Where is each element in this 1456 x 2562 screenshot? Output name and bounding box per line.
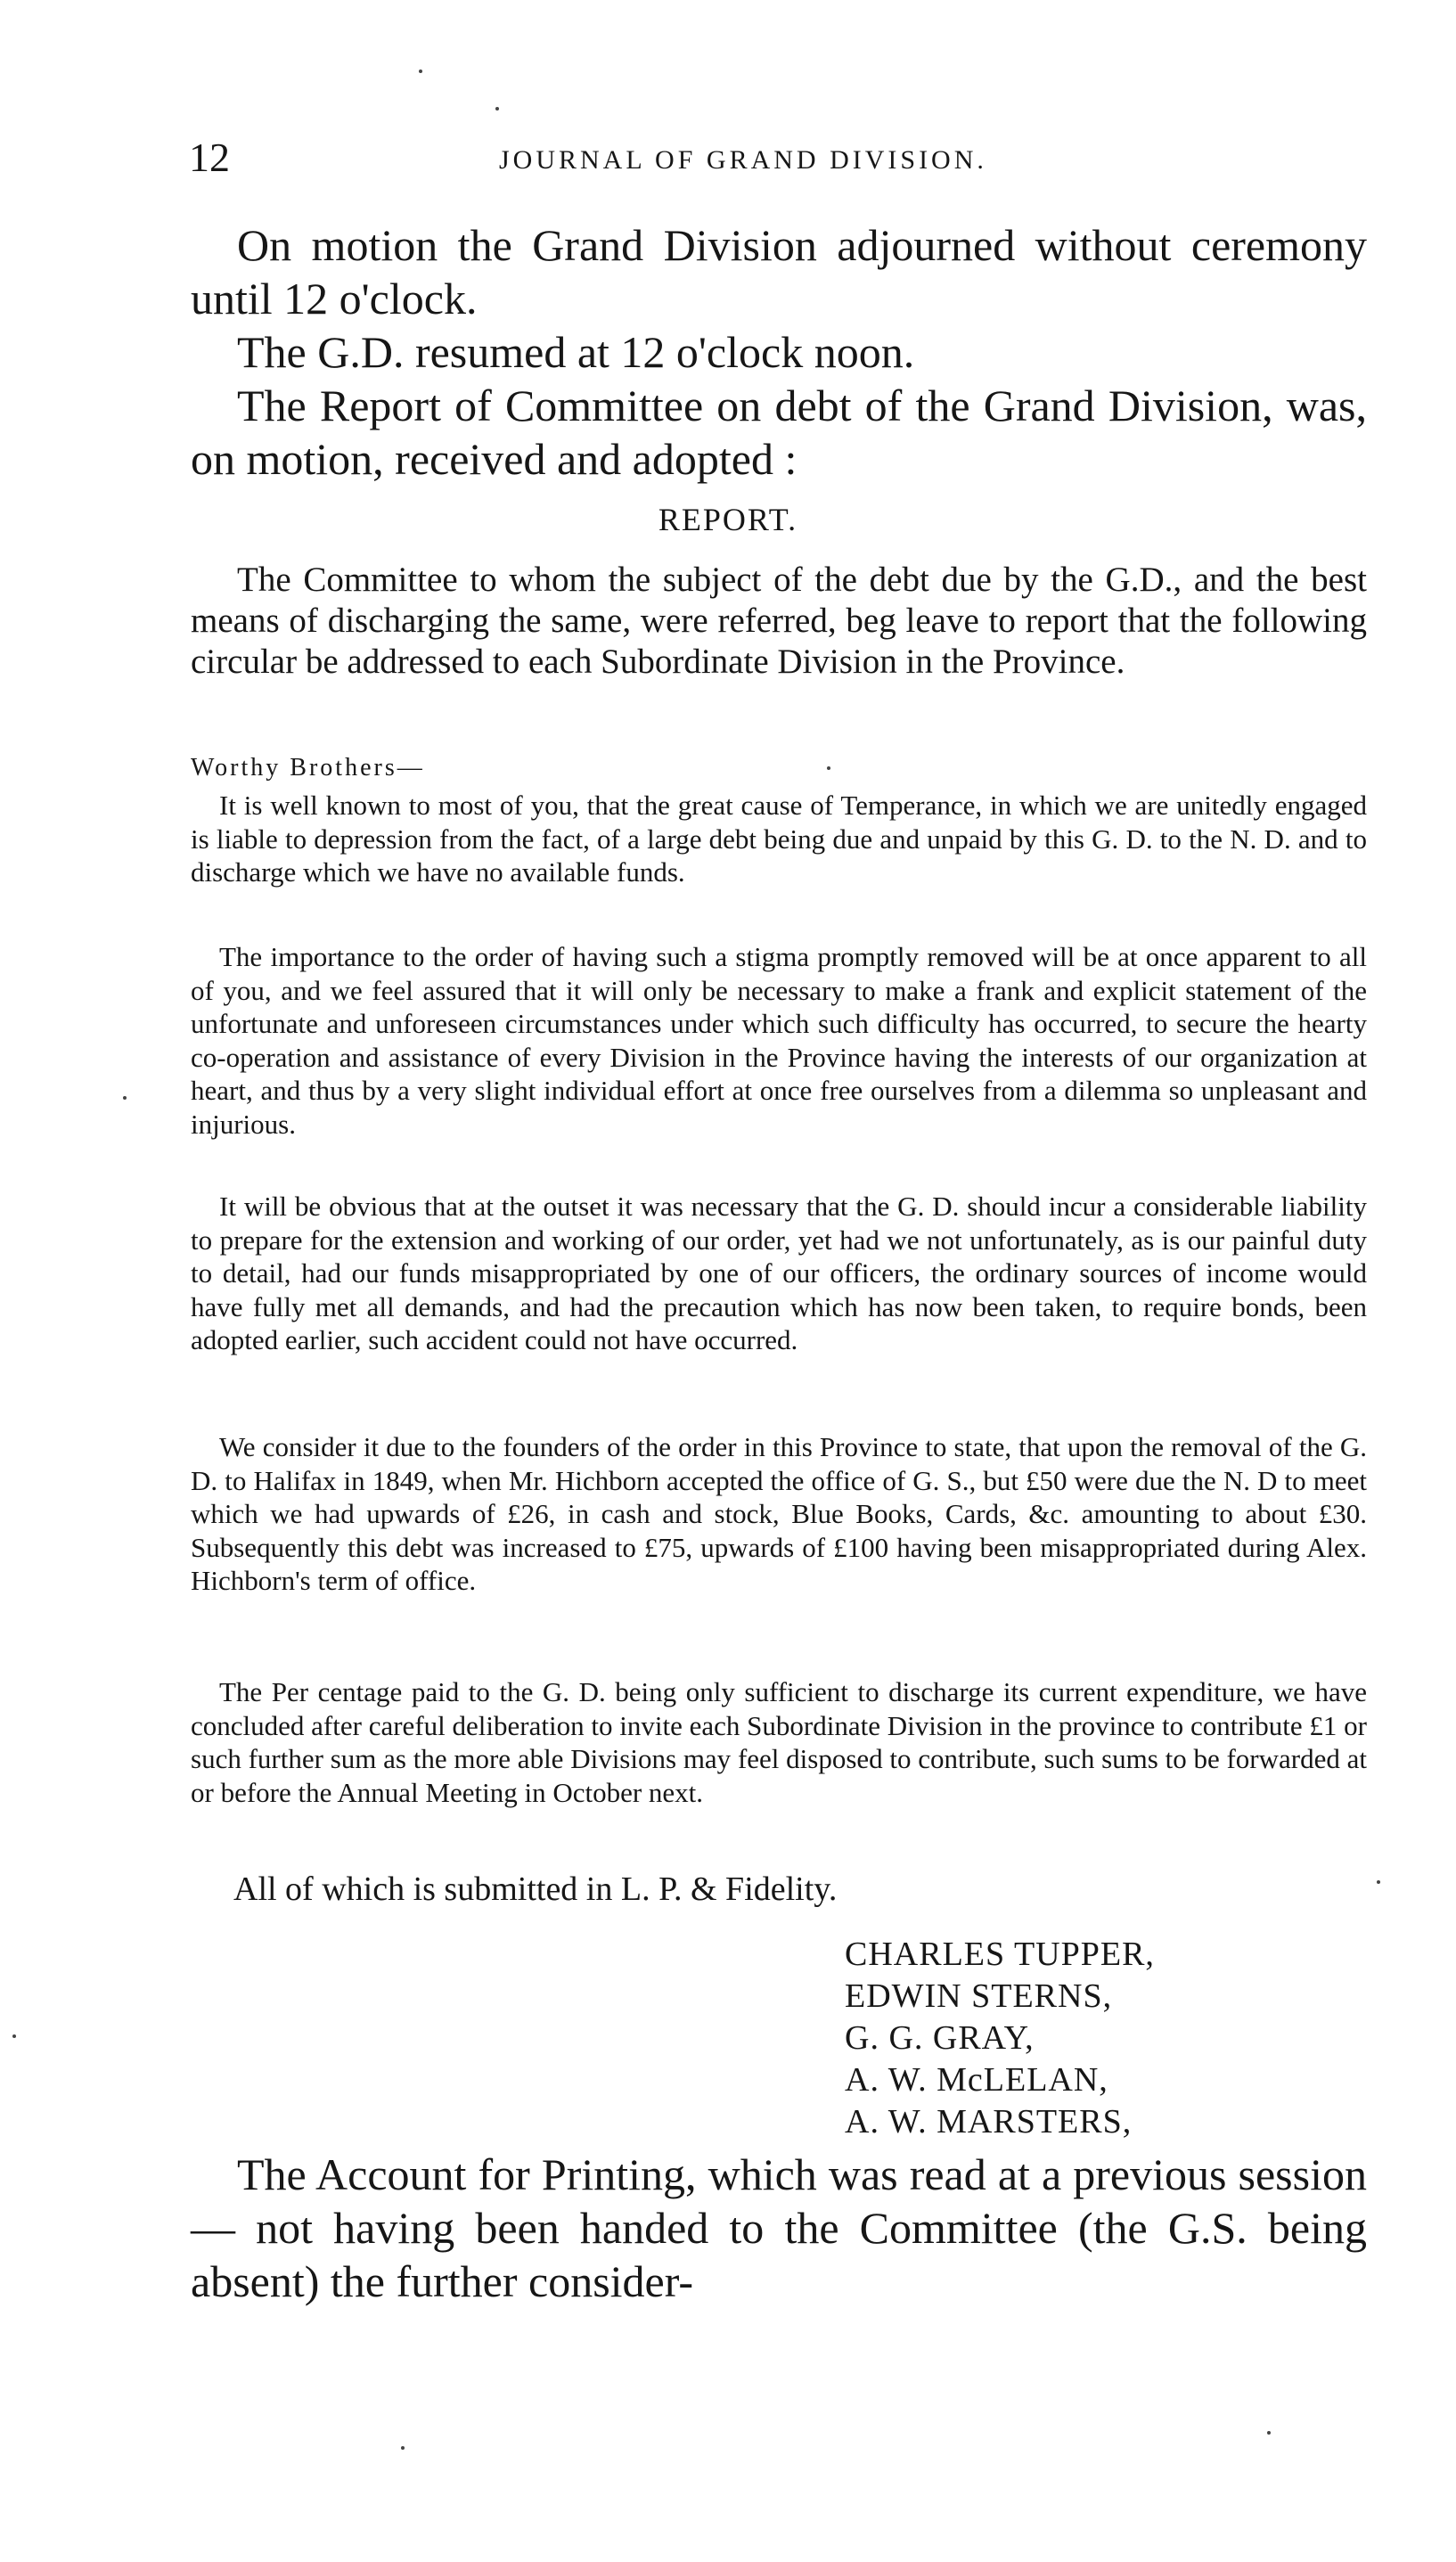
running-head: JOURNAL OF GRAND DIVISION. (499, 145, 987, 175)
letter-paragraph: The Per centage paid to the G. D. being only sufficient to discharge its current expenditure, we have concluded after careful deliberation to invite each Subordinate Division in the province to contribute £1 or such further sum as the more able Divisions may feel disposed to contribute, such sums to be forwarded at or before the Annual Meeting in October next. (191, 1676, 1367, 1808)
print-speck (1267, 2431, 1271, 2435)
print-speck (827, 766, 830, 770)
print-speck (495, 107, 499, 111)
print-speck (401, 2446, 405, 2450)
letter-paragraph: It will be obvious that at the outset it was necessary that the G. D. should incur a considerable liability to prepare for the extension and working of our order, yet had we not unfortunately, as is our painful duty to detail, had our funds misappropriated by one of our officers, the ordinary sources of income would have fully met all demands, and had the precaution which has now been taken, to require bonds, been adopted earlier, such accident could not have occurred. (191, 1191, 1367, 1355)
report-intro: The Committee to whom the subject of the debt due by the G.D., and the best means of discharging the same, were referred, beg leave to report that the following circular be addressed to each Subordinate Division in the Province. (191, 561, 1367, 681)
letter-paragraph: We consider it due to the founders of the order in this Province to state, that upon the removal of the G. D. to Halifax in 1849, when Mr. Hichborn accepted the office of G. S., but £50 were due the N. D to meet which we had upwards of £26, in cash and stock, Blue Books, Cards, &c. amounting to about £30. Subsequently this debt was increased to £75, upwards of £100 having been misappropriated during Alex. Hichborn's term of office. (191, 1431, 1367, 1596)
resumption-paragraph: The G.D. resumed at 12 o'clock noon. (237, 327, 915, 377)
letter-salutation: Worthy Brothers— (191, 754, 425, 782)
print-speck (419, 70, 422, 73)
print-speck (12, 2034, 16, 2038)
page-number: 12 (189, 135, 230, 180)
report-title: REPORT. (658, 502, 798, 537)
print-speck (123, 1096, 127, 1100)
signatory-name: G. G. GRAY, (845, 2019, 1035, 2057)
letter-paragraph: The importance to the order of having such a stigma promptly removed will be at once apparent to all of you, and we feel assured that it will only be necessary to make a frank and explicit statement of the unfortunate and unforeseen circumstances under which such difficulty has occurred, to secure the hearty co-operation and assistance of every Division in the Province having the interests of our organization at heart, and thus by a very slight individual effort at once free ourselves from a dilemma so unpleasant and injurious. (191, 941, 1367, 1140)
signatory-name: EDWIN STERNS, (845, 1977, 1113, 2015)
report-closing: All of which is submitted in L. P. & Fidelity. (233, 1870, 838, 1908)
print-speck (1377, 1880, 1380, 1884)
signatory-name: A. W. McLELAN, (845, 2061, 1108, 2099)
adjournment-paragraph: On motion the Grand Division adjourned without ceremony until 12 o'clock. (191, 220, 1367, 323)
letter-paragraph: It is well known to most of you, that the great cause of Temperance, in which we are unitedly engaged is liable to depression from the fact, of a large debt being due and unpaid by this G. D. to the N. D. and to discharge which we have no available funds. (191, 790, 1367, 888)
report-motion-paragraph: The Report of Committee on debt of the Grand Division, was, on motion, received and adopted : (191, 381, 1367, 484)
signatories-list (845, 1934, 1155, 2143)
printing-account-paragraph: The Account for Printing, which was read at a previous session — not having been handed to the Committee (the G.S. being absent) the further consider- (191, 2149, 1367, 2306)
signatory-name: CHARLES TUPPER, (845, 1936, 1155, 1973)
signatory-name: A. W. MARSTERS, (845, 2103, 1133, 2140)
